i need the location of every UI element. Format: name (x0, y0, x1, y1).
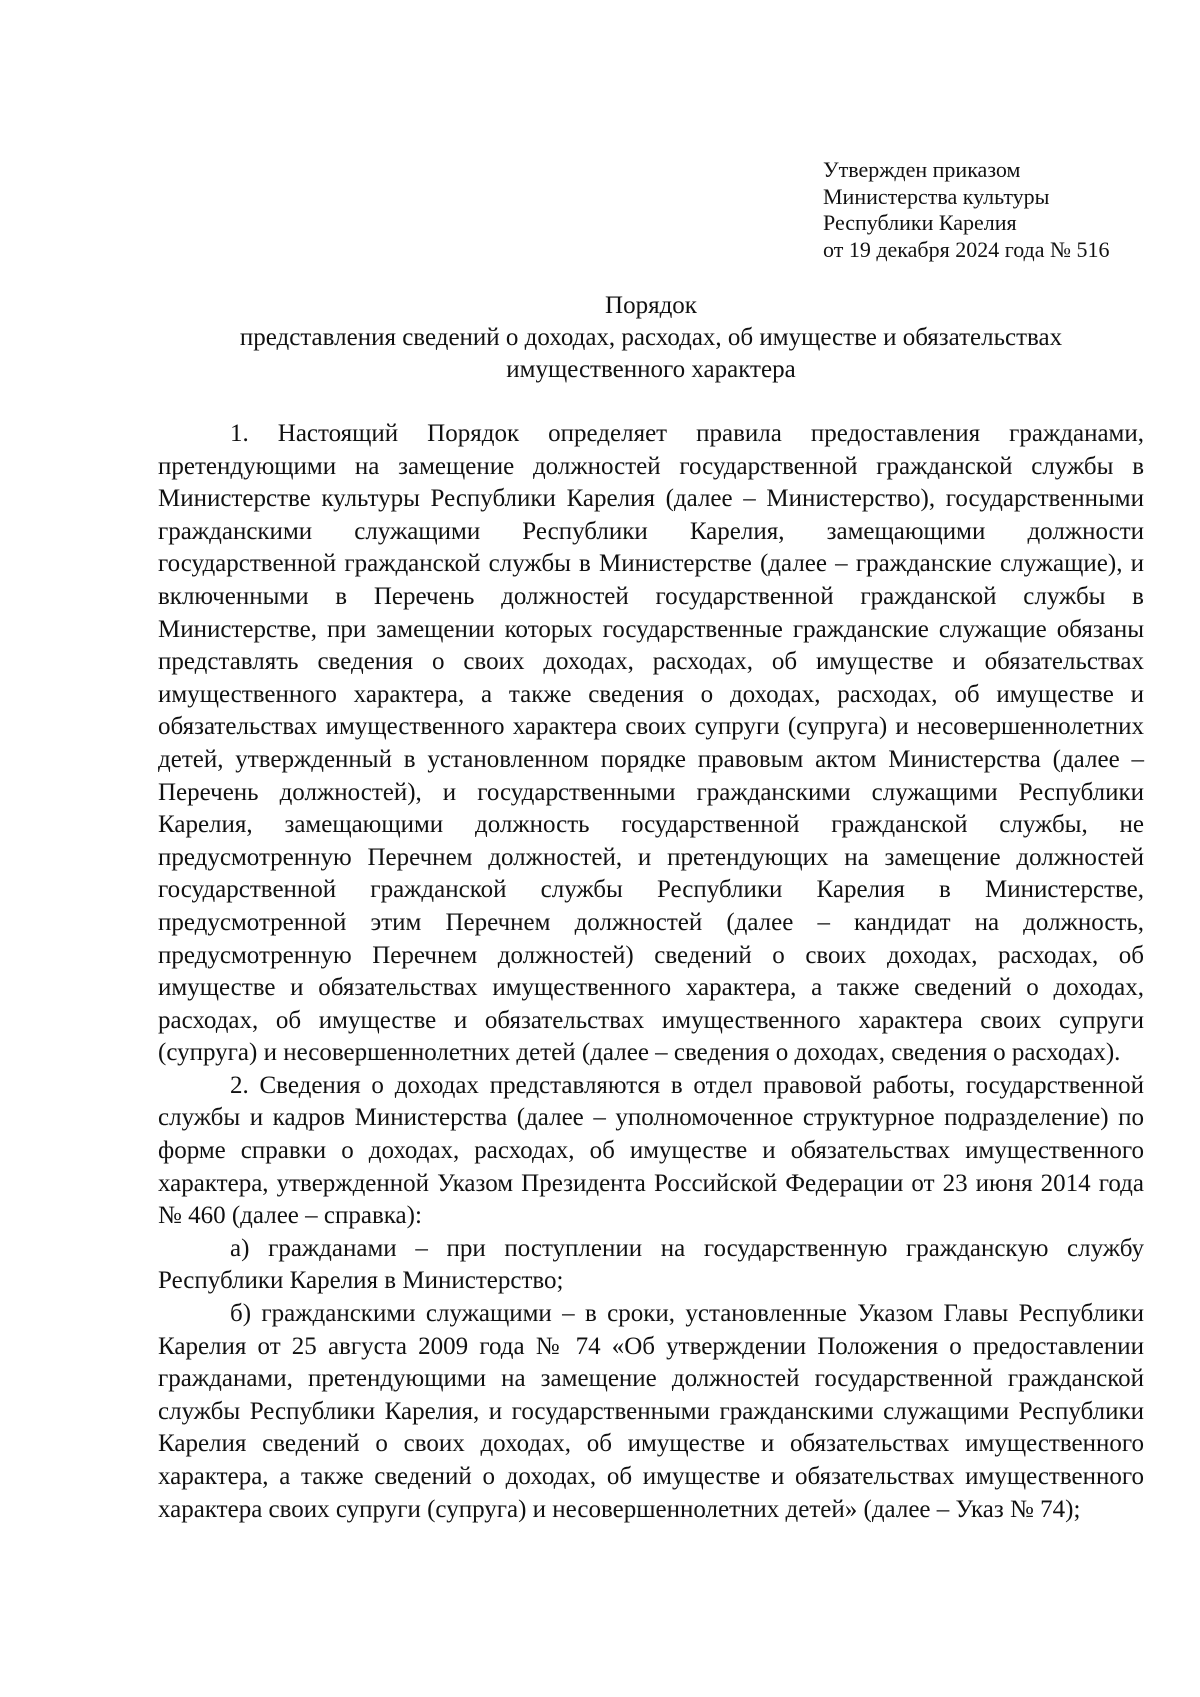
document-title (158, 290, 1144, 386)
title-heading: Порядок (605, 292, 697, 319)
document-body (158, 418, 1144, 1526)
paragraph-1: 1. Настоящий Порядок определяет правила предоставления гражданами, претендующими на замещение должностей государственной гражданской службы в Министерстве культуры Республики Карелия (далее – Министерство), государственными гражданскими служащими Республики Карелия, замещающими должности государственной гражданской службы в Министерстве (далее – гражданские служащие), и включенными в Перечень должностей государственной гражданской службы в Министерстве, при замещении которых государственные гражданские служащие обязаны представлять сведения о своих доходах, расходах, об имуществе и обязательствах имущественного характера, а также сведения о доходах, расходах, об имуществе и обязательствах имущественного характера своих супруги (супруга) и несовершеннолетних детей, утвержденный в установленном порядке правовым актом Министерства (далее – Перечень должностей), и государственными гражданскими служащими Республики Карелия, замещающими должность государственной гражданской службы, не предусмотренную Перечнем должностей, и претендующих на замещение должностей государственной гражданской службы Республики Карелия в Министерстве, предусмотренной этим Перечнем должностей (далее – кандидат на должность, предусмотренную Перечнем должностей) сведений о своих доходах, расходах, об имуществе и обязательствах имущественного характера, а также сведений о доходах, расходах, об имуществе и обязательствах имущественного характера своих супруги (супруга) и несовершеннолетних детей (далее – сведения о доходах, сведения о расходах). (158, 420, 1144, 1067)
paragraph-2a: а) гражданами – при поступлении на государственную гражданскую службу Республики Карелия в Министерство; (158, 1234, 1144, 1295)
paragraph-2b: б) гражданскими служащими – в сроки, установленные Указом Главы Республики Карелия от 25 августа 2009 года № 74 «Об утверждении Положения о предоставлении гражданами, претендующими на замещение должностей государственной гражданской службы Республики Карелия, и государственными гражданскими служащими Республики Карелия сведений о своих доходах, об имуществе и обязательствах имущественного характера, а также сведений о доходах, об имуществе и обязательствах имущественного характера своих супруги (супруга) и несовершеннолетних детей» (далее – Указ № 74); (158, 1300, 1144, 1523)
approval-stamp (823, 157, 1110, 263)
approval-line: Министерства культуры (823, 183, 1050, 209)
approval-line: Утвержден приказом (823, 157, 1021, 182)
approval-line: Республики Карелия (823, 210, 1017, 235)
title-subtitle: представления сведений о доходах, расходах, об имуществе и обязательствах (239, 324, 1063, 351)
title-subtitle: имущественного характера (506, 356, 796, 383)
approval-date-line: от 19 декабря 2024 года № 516 (823, 236, 1110, 262)
paragraph-2: 2. Сведения о доходах представляются в отдел правовой работы, государственной службы и кадров Министерства (далее – уполномоченное структурное подразделение) по форме справки о доходах, расходах, об имуществе и обязательствах имущественного характера, утвержденной Указом Президента Российской Федерации от 23 июня 2014 года № 460 (далее – справка): (158, 1071, 1144, 1230)
